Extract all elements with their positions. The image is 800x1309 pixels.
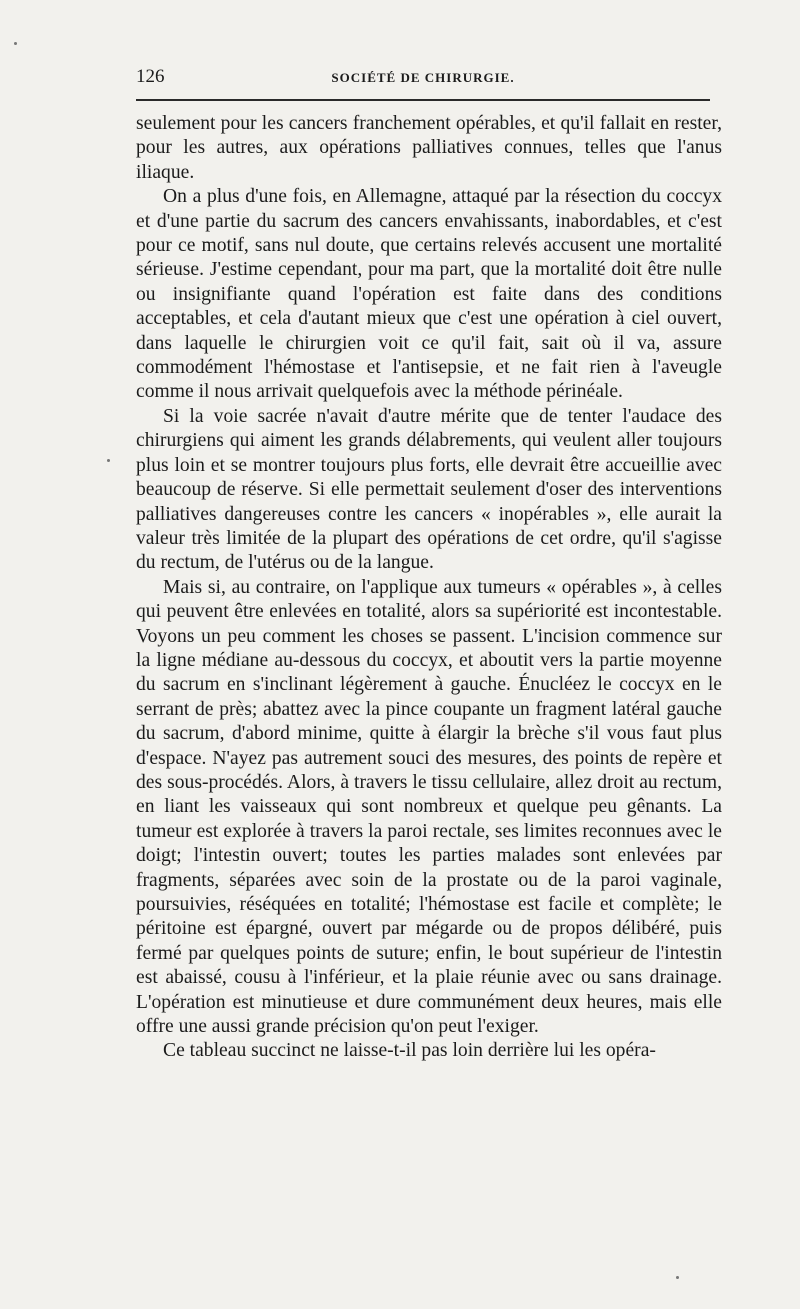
paragraph: seulement pour les cancers franchement opérables, et qu'il fallait en rester, pour les autres, aux opérations palliatives connues, telles que l'anus iliaque. bbox=[136, 113, 722, 183]
paragraph: Mais si, au contraire, on l'applique aux tumeurs « opérables », à celles qui peuvent être enlevées en totalité, alors sa supériorité est incontestable. Voyons un peu comment les choses se passent. L'incision commence sur la ligne médiane au-dessous du coccyx, et aboutit vers la partie moyenne du sacrum en s'inclinant légèrement à gauche. Énucléez le coccyx en le serrant de près; abattez avec la pince coupante un fragment latéral gauche du sacrum, d'abord minime, quitte à élargir la brèche s'il vous faut plus d'espace. N'ayez pas autrement souci des mesures, des points de repère et des sous-procédés. Alors, à travers le tissu cellulaire, allez droit au rectum, en liant les vaisseaux qui sont nombreux et quelque peu gênants. La tumeur est explorée à travers la paroi rectale, ses limites reconnues avec le doigt; l'intestin ouvert; toutes les parties malades sont enlevées par fragments, séparées avec soin de la prostate ou de la paroi vaginale, poursuivies, réséquées en totalité; l'hémostase est facile et complète; le péritoine est épargné, ouvert par mégarde ou de propos délibéré, puis fermé par quelques points de suture; enfin, le bout supérieur de l'intestin est abaissé, cousu à l'inférieur, et la plaie réunie avec ou sans drainage. L'opération est minutieuse et dure communément deux heures, mais elle offre une aussi grande précision qu'on peut l'exiger. bbox=[136, 576, 722, 1038]
body-text bbox=[136, 112, 722, 1064]
header-rule bbox=[136, 99, 710, 101]
journal-title: SOCIÉTÉ DE CHIRURGIE. bbox=[331, 70, 515, 85]
paper-speck bbox=[107, 459, 110, 462]
page-number: 126 bbox=[136, 66, 165, 87]
paper-speck bbox=[14, 42, 17, 45]
running-head bbox=[136, 66, 710, 96]
paper-speck bbox=[676, 1276, 679, 1279]
paragraph: On a plus d'une fois, en Allemagne, attaqué par la résection du coccyx et d'une partie du sacrum des cancers envahissants, inabordables, et c'est pour ce motif, sans nul doute, que certains relevés accusent une mortalité sérieuse. J'estime cependant, pour ma part, que la mortalité doit être nulle ou insignifiante quand l'opération est faite dans des conditions acceptables, et cela d'autant mieux que c'est une opération à ciel ouvert, dans laquelle le chirurgien voit ce qu'il fait, sait où il va, assure commodément l'hémostase et l'antisepsie, et ne fait rien à l'aveugle comme il nous arrivait quelquefois avec la méthode périnéale. bbox=[136, 186, 722, 403]
paragraph: Si la voie sacrée n'avait d'autre mérite que de tenter l'audace des chirurgiens qui aiment les grands délabrements, qui veulent aller toujours plus loin et se montrer toujours plus forts, elle devrait être accueillie avec beaucoup de réserve. Si elle permettait seulement d'oser des interventions palliatives dangereuses contre les cancers « inopérables », elle aurait la valeur très limitée de la plupart des opérations de cet ordre, qu'il s'agisse du rectum, de l'utérus ou de la langue. bbox=[136, 405, 722, 574]
paragraph: Ce tableau succinct ne laisse-t-il pas loin derrière lui les opéra- bbox=[163, 1040, 656, 1062]
